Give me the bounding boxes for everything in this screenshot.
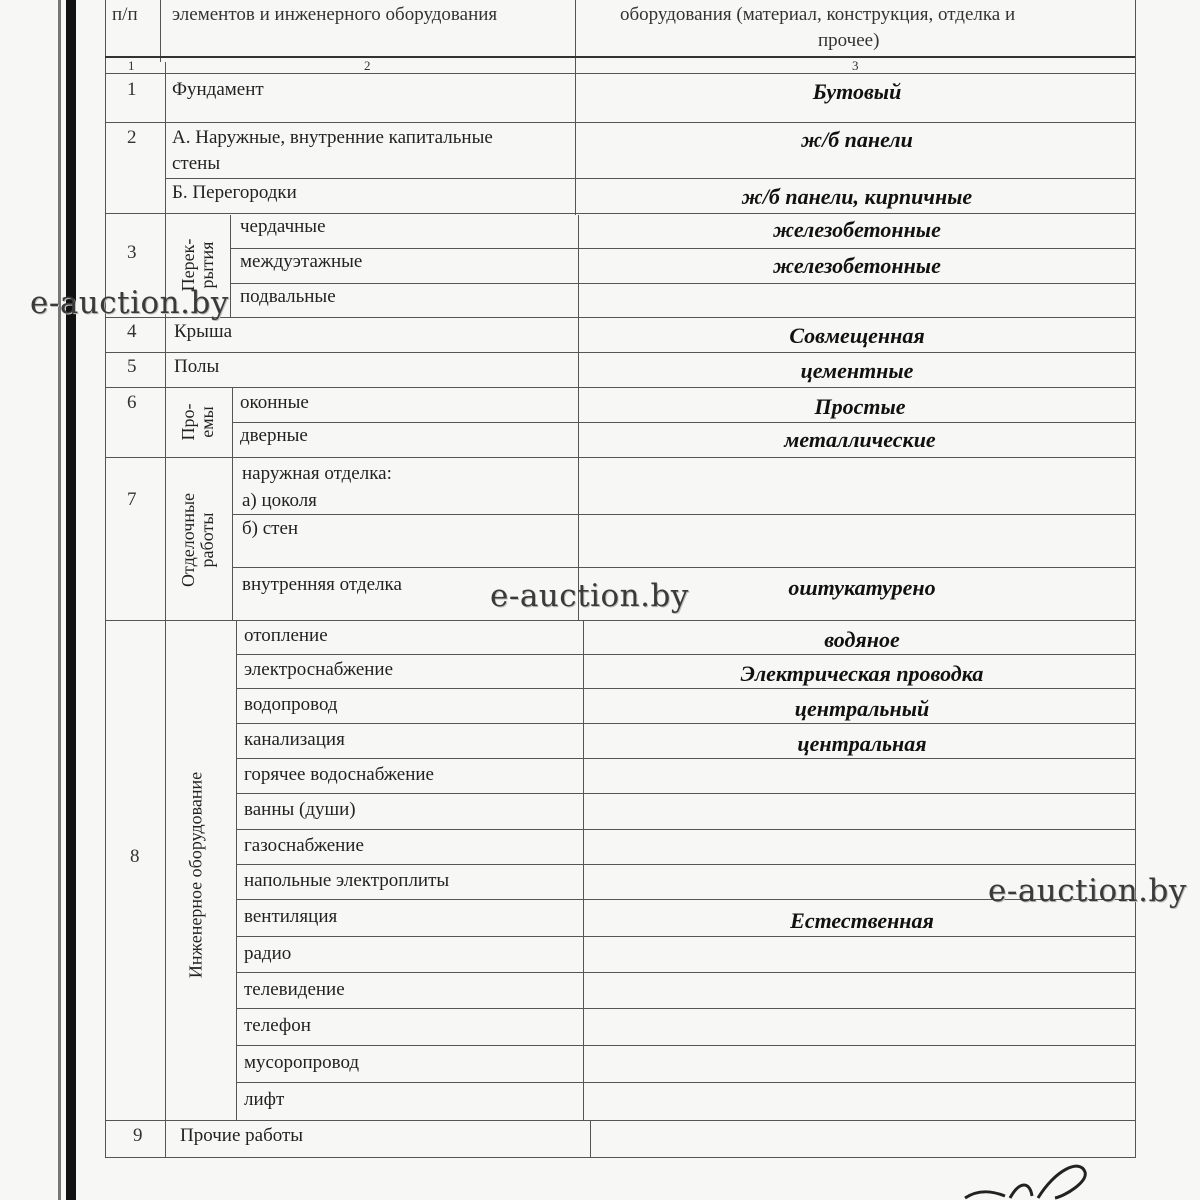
row-3-sub-2-value: железобетонные	[773, 253, 941, 278]
row-2a-value: ж/б панели	[801, 127, 913, 152]
row-8-group-label: Инженерное оборудование	[185, 771, 206, 979]
row-2a-label-1: А. Наружные, внутренние капитальные	[172, 127, 493, 148]
engineering-item-label: напольные электроплиты	[244, 870, 450, 891]
row-6-sub-2-value: металлические	[784, 427, 936, 452]
binding-edge	[66, 0, 76, 1200]
row-5-value: цементные	[800, 358, 914, 383]
row-9-label: Прочие работы	[180, 1125, 304, 1146]
row-1-num: 1	[127, 79, 137, 100]
row-4-value: Совмещенная	[789, 323, 925, 348]
engineering-item-label: горячее водоснабжение	[244, 764, 434, 785]
row-7-sub-3-label: внутренняя отделка	[242, 574, 402, 595]
row-2-num: 2	[127, 127, 137, 148]
row-1-value: Бутовый	[812, 79, 902, 104]
engineering-item-label: ванны (души)	[244, 799, 356, 820]
row-7-sub-3-value: оштукатурено	[788, 575, 936, 600]
header-num-1: 1	[128, 58, 135, 73]
engineering-item-label: электроснабжение	[244, 659, 394, 680]
engineering-item-label: вентиляция	[244, 906, 338, 927]
row-5-label: Полы	[174, 356, 220, 377]
header-col3-line1: оборудования (материал, конструкция, отделка и	[620, 4, 1016, 25]
row-2b-value: ж/б панели, кирпичные	[741, 184, 973, 209]
header-col1: п/п	[112, 4, 138, 25]
engineering-item-label: мусоропровод	[244, 1052, 360, 1073]
row-5-num: 5	[127, 356, 137, 377]
row-6-group-label-2: емы	[197, 406, 217, 438]
engineering-item-value: Электрическая проводка	[740, 661, 984, 686]
engineering-item-label: канализация	[244, 729, 345, 750]
scan-shadow-line	[58, 0, 61, 1200]
row-1-label: Фундамент	[172, 79, 264, 100]
row-6-sub-1-label: оконные	[240, 392, 309, 413]
row-4-label: Крыша	[174, 321, 233, 342]
header-num-3: 3	[852, 58, 859, 73]
engineering-item-label: лифт	[244, 1089, 285, 1110]
engineering-item-value: центральный	[794, 696, 930, 721]
row-9-num: 9	[133, 1125, 143, 1146]
row-3-sub-1-value: железобетонные	[773, 217, 941, 242]
row-3-sub-3-label: подвальные	[240, 286, 336, 307]
row-3-group-label	[179, 239, 217, 292]
header-col2: элементов и инженерного оборудования	[172, 4, 498, 25]
engineering-item-value: Естественная	[790, 908, 934, 933]
row-6-group-label	[179, 404, 217, 441]
engineering-item-label: телефон	[244, 1015, 311, 1036]
row-3-group-label-1: Перек-	[178, 238, 198, 292]
watermark-2: e-auction.by	[490, 578, 689, 614]
engineering-item-value: центральная	[797, 731, 927, 756]
row-6-num: 6	[127, 392, 137, 413]
row-7-sub-1b-label: а) цоколя	[242, 490, 317, 511]
engineering-item-label: радио	[244, 943, 292, 964]
row-7-group-label-1: Отделочные	[178, 492, 198, 588]
row-7-sub-2-label: б) стен	[242, 518, 299, 539]
row-3-group-label-2: рытия	[197, 241, 217, 289]
row-8-num: 8	[130, 846, 140, 867]
signature	[960, 1160, 1110, 1200]
row-6-group-label-1: Про-	[178, 403, 198, 441]
row-7-sub-1-label: наружная отделка:	[242, 463, 392, 484]
row-3-num: 3	[127, 242, 137, 263]
row-3-sub-2-label: междуэтажные	[240, 251, 363, 272]
engineering-item-label: телевидение	[244, 979, 345, 1000]
row-6-sub-1-value: Простые	[814, 394, 906, 419]
engineering-item-label: газоснабжение	[244, 835, 364, 856]
watermark-3: e-auction.by	[988, 873, 1187, 909]
row-7-group-label-2: работы	[197, 512, 217, 568]
row-7-num: 7	[127, 489, 137, 510]
row-3-sub-1-label: чердачные	[240, 216, 326, 237]
watermark-1: e-auction.by	[30, 285, 229, 321]
row-7-group-label	[179, 493, 217, 587]
row-2b-label: Б. Перегородки	[172, 182, 297, 203]
engineering-item-label: водопровод	[244, 694, 338, 715]
engineering-item-label: отопление	[244, 625, 328, 646]
row-2a-label-2: стены	[172, 153, 221, 174]
header-col3-line2: прочее)	[818, 30, 880, 51]
engineering-item-value: водяное	[824, 627, 900, 652]
row-4-num: 4	[127, 321, 137, 342]
row-6-sub-2-label: дверные	[240, 425, 308, 446]
header-num-2: 2	[364, 58, 371, 73]
